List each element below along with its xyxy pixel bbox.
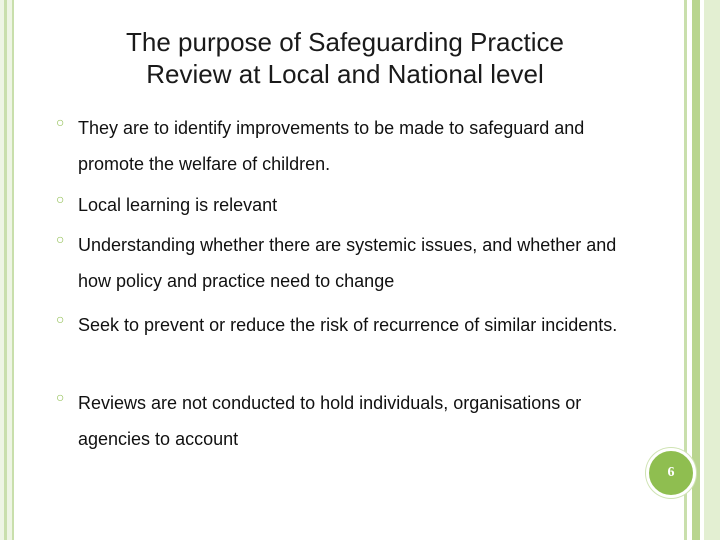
- hollow-circle-icon: ○: [56, 231, 65, 247]
- bullet-text: Seek to prevent or reduce the risk of recurrence of similar incidents.: [78, 315, 618, 335]
- hollow-circle-icon: ○: [56, 191, 65, 207]
- slide-title: [60, 26, 630, 90]
- hollow-circle-icon: ○: [56, 389, 65, 405]
- bullet-text: They are to identify improvements to be made to safeguard and promote the welfare of children.: [78, 118, 585, 174]
- hollow-circle-icon: ○: [56, 114, 65, 130]
- title-line-1: The purpose of Safeguarding Practice: [126, 27, 564, 57]
- title-line-2: Review at Local and National level: [146, 59, 544, 89]
- bullet-text: Understanding whether there are systemic issues, and whether and how policy and practice need to change: [78, 235, 617, 291]
- bullet-text: Local learning is relevant: [78, 195, 278, 215]
- left-border-decoration: [0, 0, 14, 540]
- bullet-text: Reviews are not conducted to hold individuals, organisations or agencies to account: [78, 393, 582, 449]
- hollow-circle-icon: ○: [56, 311, 65, 327]
- page-number-badge: 6: [646, 448, 696, 498]
